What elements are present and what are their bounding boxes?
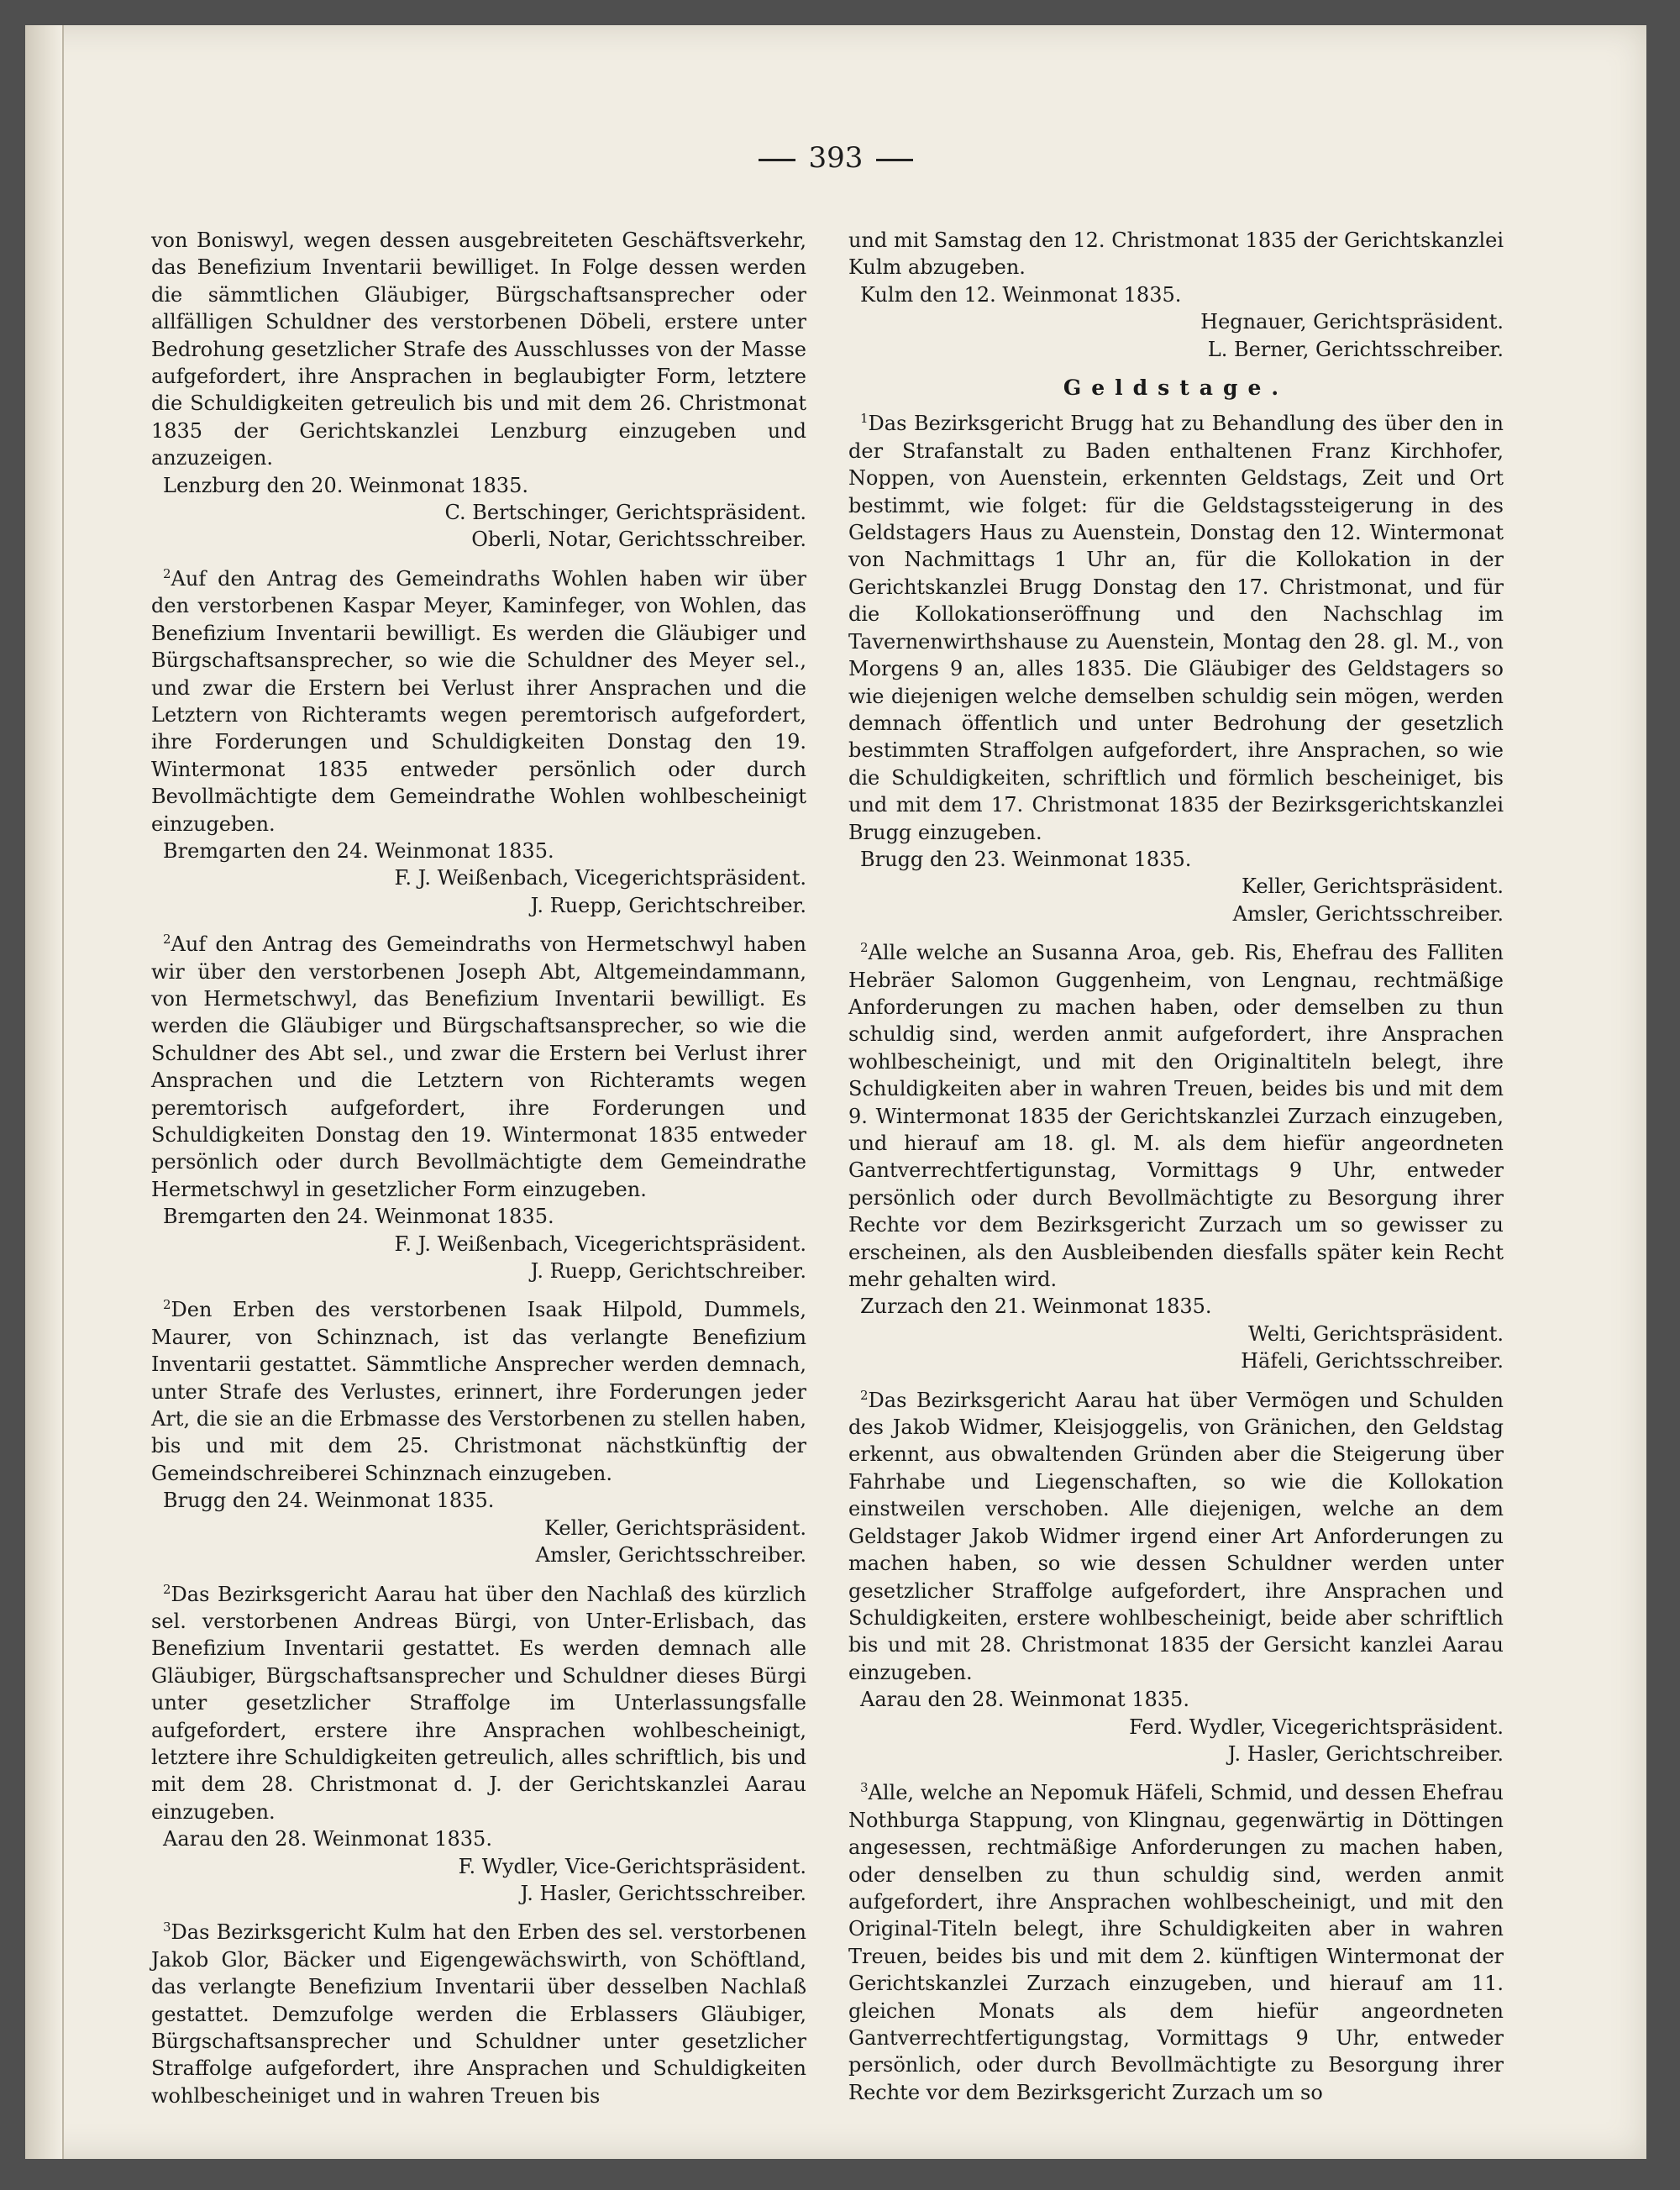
notice-text: $^3$Alle, welche an Nepomuk Häfeli, Schmid, und dessen Ehefrau Nothburga Stappung, von Klingnau, gegenwärtig in Döttingen angesessen, rechtmäßige Anforderungen zu machen haben, oder denselben zu thun schuldig sind, werden anmit aufgefordert, ihre Ansprachen wohlbescheinigt, und mit den Original-Titeln belegt, ihre Schuldigkeiten aber in wahren Treuen, beides bis und mit dem 2. künftigen Wintermonat der Gerichtskanzlei Zurzach einzugeben, und hierauf am 11. gleichen Monats als dem hiefür angeordneten Gantverrechtfertigungstag, Vormittags 9 Uhr, entweder persönlich, oder durch Bevollmächtigte zu Besorgung ihrer Rechte vor dem Bezirksgericht Zurzach um so [848,1780,1504,2104]
notice-signature-2: J. Hasler, Gerichtsschreiber. [520,1881,806,1905]
notice-brugg-kirchhofer [848,410,1504,927]
notice-signature-2: L. Berner, Gerichtsschreiber. [1207,337,1504,361]
notice-signature-1: Welti, Gerichtspräsident. [1248,1321,1504,1346]
notice-signature-1: Keller, Gerichtspräsident. [1242,874,1504,899]
notice-kulm-continuation [848,227,1504,363]
notice-signature-2: J. Hasler, Gerichtschreiber. [1227,1741,1504,1766]
left-column [151,227,806,2121]
notice-signature-1: F. J. Weißenbach, Vicegerichtspräsident. [394,866,806,890]
notice-signature-2: Amsler, Gerichtsschreiber. [535,1543,806,1568]
notice-signature-2: J. Ruepp, Gerichtschreiber. [530,893,806,917]
notice-signature-1: Keller, Gerichtspräsident. [544,1515,806,1540]
notice-aarau-widmer [848,1387,1504,1768]
notice-place-date: Aarau den 28. Weinmonat 1835. [860,1688,1189,1712]
notice-signature-1: F. Wydler, Vice-Gerichtspräsident. [458,1854,806,1878]
header-dash-left [759,159,795,161]
right-column [848,227,1504,2118]
notice-place-date: Zurzach den 21. Weinmonat 1835. [860,1295,1212,1319]
notice-text: $^2$Auf den Antrag des Gemeindraths Wohlen haben wir über den verstorbenen Kaspar Meyer, Kaminfeger, von Wohlen, das Benefizium Inventarii bewilligt. Es werden die Gläubiger und Bürgschaftsansprecher, so wie die Schuldner des Meyer sel., und zwar die Erstern bei Verlust ihrer Ansprachen und die Letztern von Richteramts wegen peremtorisch aufgefordert, ihre Forderungen und Schuldigkeiten Donstag den 19. Wintermonat 1835 entweder persönlich oder durch Bevollmächtigte dem Gemeindrathe Wohlen wohlbescheinigt einzugeben. [151,565,806,836]
notice-place-date: Brugg den 24. Weinmonat 1835. [163,1489,495,1513]
notice-signature-2: J. Ruepp, Gerichtschreiber. [530,1259,806,1284]
notice-wohlen [151,565,806,919]
notice-lenzburg [151,227,806,554]
notice-text: $^2$Auf den Antrag des Gemeindraths von Hermetschwyl haben wir über den verstorbenen Joseph Abt, Altgemeindammann, von Hermetschwyl, das Benefizium Inventarii bewilligt. Es werden die Gläubiger und Bürgschaftsansprecher, so wie die Schuldner des Abt sel., und zwar die Erstern bei Verlust ihrer Ansprachen und die Letztern von Richteramts wegen peremtorisch aufgefordert, ihre Forderungen und Schuldigkeiten Donstag den 19. Wintermonat 1835 entweder persönlich oder durch Bevollmächtigte dem Gemeindrathe Hermetschwyl in gesetzlicher Form einzugeben. [151,932,806,1201]
notice-hermetschwyl [151,931,806,1284]
page-number-header [25,141,1646,175]
notice-signature-1: Ferd. Wydler, Vicegerichtspräsident. [1129,1715,1504,1739]
notice-signature-1: Hegnauer, Gerichtspräsident. [1200,310,1504,334]
newspaper-page [25,25,1646,2159]
notice-kulm-glor [151,1919,806,2109]
notice-zurzach-haefeli [848,1779,1504,2106]
notice-signature-1: C. Bertschinger, Gerichtspräsident. [444,501,806,525]
notice-text: $^2$Den Erben des verstorbenen Isaak Hilpold, Dummels, Maurer, von Schinznach, ist das verlangte Benefizium Inventarii gestattet. Sämmtliche Ansprecher werden demnach, unter Strafe des Verlustes, erinnert, ihre Forderungen jeder Art, die sie an die Erbmasse des Verstorbenen zu stellen haben, bis und mit dem 25. Christmonat nächstkünftig der Gemeindschreiberei Schinznach einzugeben. [151,1297,806,1485]
notice-text: $^3$Das Bezirksgericht Kulm hat den Erben des sel. verstorbenen Jakob Glor, Bäcker und Eigengewächswirth, von Schöftland, das verlangte Benefizium Inventarii über desselben Nachlaß gestattet. Demzufolge werden die Erblassers Gläubiger, Bürgschaftsansprecher und Schuldner unter gesetzlicher Straffolge aufgefordert, ihre Ansprachen und Schuldigkeiten wohlbescheiniget und in wahren Treuen bis [151,1920,806,2108]
header-dash-right [876,159,913,161]
page-number: 393 [808,141,864,175]
notice-text: von Boniswyl, wegen dessen ausgebreiteten Geschäftsverkehr, das Benefizium Inventarii bewilliget. In Folge dessen werden die sämmtlichen Gläubiger, Bürgschaftsansprecher oder allfälligen Schuldner des verstorbenen Döbeli, erstere unter Bedrohung gesetzlicher Strafe des Ausschlusses von der Masse aufgefordert, ihre Ansprachen in beglaubigter Form, letztere die Schuldigkeiten getreulich bis und mit dem 26. Christmonat 1835 der Gerichtskanzlei Lenzburg einzugeben und anzuzeigen. [151,228,806,470]
notice-signature-2: Oberli, Notar, Gerichtsschreiber. [471,528,806,552]
notice-text: $^2$Das Bezirksgericht Aarau hat über den Nachlaß des kürzlich sel. verstorbenen Andreas Bürgi, von Unter-Erlisbach, das Benefizium Inventarii gestattet. Es werden demnach alle Gläubiger, Bürgschaftsansprecher und Schuldner dieses Bürgi unter gesetzlicher Straffolge im Unterlassungsfalle aufgefordert, erstere ihre Ansprachen wohlbescheinigt, letztere ihre Schuldigkeiten getreulich, alles schriftlich, bis und mit dem 28. Christmonat d. J. der Gerichtskanzlei Aarau einzugeben. [151,1581,806,1824]
notice-text: $^2$Alle welche an Susanna Aroa, geb. Ris, Ehefrau des Falliten Hebräer Salomon Guggenheim, von Lengnau, rechtmäßige Anforderungen zu machen haben, oder demselben zu thun schuldig sind, werden anmit aufgefordert, ihre Ansprachen wohlbescheinigt, und mit den Originaltiteln belegt, ihre Schuldigkeiten aber in wahren Treuen, beides bis und mit dem 9. Wintermonat 1835 der Gerichtskanzlei Zurzach einzugeben, und hierauf am 18. gl. M. als dem hiefür angeordneten Gantverrechtfertigunstag, Vormittags 9 Uhr, entweder persönlich oder durch Bevollmächtigte zu Besorgung ihrer Rechte vor dem Bezirksgericht Zurzach um so gewisser zu erscheinen, als den Ausbleibenden diesfalls später kein Recht mehr gehalten wird. [848,940,1504,1292]
notice-signature-2: Häfeli, Gerichtsschreiber. [1241,1349,1504,1373]
section-title-geldstage: Geldstage. [1063,376,1289,401]
notice-place-date: Bremgarten den 24. Weinmonat 1835. [163,1205,554,1229]
notice-place-date: Kulm den 12. Weinmonat 1835. [860,282,1182,307]
notice-text: $^2$Das Bezirksgericht Aarau hat über Vermögen und Schulden des Jakob Widmer, Kleisjoggelis, von Gränichen, den Geldstag erkennt, aus obwaltenden Gründen aber die Steigerung über Fahrhabe und Liegenschaften, so wie die Kollokation einstweilen verschoben. Alle diejenigen, welche an dem Geldstager Jakob Widmer irgend einer Art Anforderungen zu machen haben, so wie dessen Schuldner werden unter gesetzlicher Straffolge aufgefordert, ihre Ansprachen und Schuldigkeiten, erstere wohlbescheinigt, beide aber schriftlich bis und mit 28. Christmonat 1835 der Gersicht kanzlei Aarau einzugeben. [848,1387,1504,1684]
notice-place-date: Bremgarten den 24. Weinmonat 1835. [163,838,554,863]
notice-place-date: Aarau den 28. Weinmonat 1835. [163,1827,492,1851]
notice-aarau-buergi [151,1581,806,1908]
notice-place-date: Brugg den 23. Weinmonat 1835. [860,847,1192,871]
notice-text: und mit Samstag den 12. Christmonat 1835 der Gerichtskanzlei Kulm abzugeben. [848,228,1504,280]
notice-place-date: Lenzburg den 20. Weinmonat 1835. [163,473,528,497]
notice-signature-1: F. J. Weißenbach, Vicegerichtspräsident. [394,1232,806,1256]
binding-gutter [25,25,64,2159]
notice-text: $^1$Das Bezirksgericht Brugg hat zu Behandlung des über den in der Strafanstalt zu Baden enthaltenen Franz Kirchhofer, Noppen, von Auenstein, erkennten Geldstags, Zeit und Ort bestimmt, wie folget: für die Geldstagssteigerung in des Geldstagers Haus zu Auenstein, Donstag den 12. Wintermonat von Nachmittags 1 Uhr an, für die Kollokation in der Gerichtskanzlei Brugg Donstag den 17. Christmonat, und für die Kollokationseröffnung und den Nachschlag im Tavernenwirthshause zu Auenstein, Montag den 28. gl. M., von Morgens 9 an, alles 1835. Die Gläubiger des Geldstagers so wie diejenigen welche demselben schuldig sein mögen, werden demnach öffentlich und unter Bedrohung der gesetzlich bestimmten Straffolgen aufgefordert, ihre Ansprachen, so wie die Schuldigkeiten, schriftlich und förmlich bescheiniget, bis und mit dem 17. Christmonat 1835 der Bezirksgerichtskanzlei Brugg einzugeben. [848,411,1504,844]
notice-schinznach [151,1296,806,1568]
notice-signature-2: Amsler, Gerichtsschreiber. [1232,901,1504,926]
notice-zurzach-aroa [848,939,1504,1375]
